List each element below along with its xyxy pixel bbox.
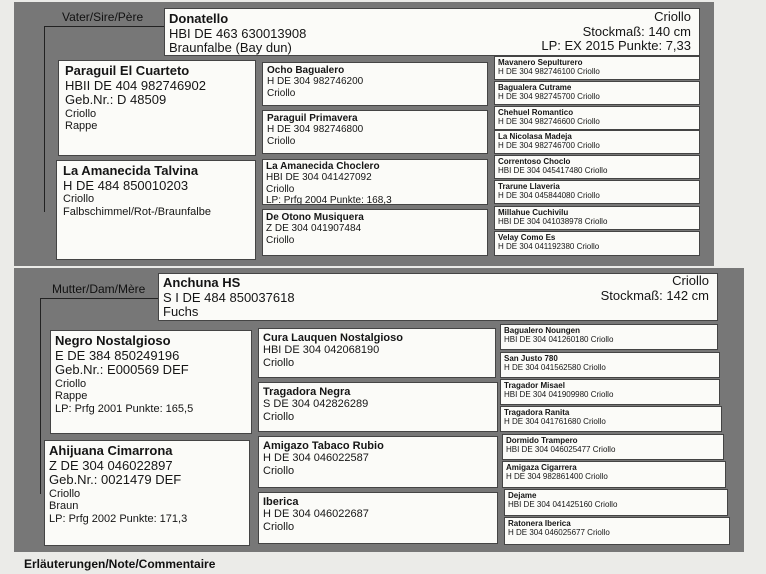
dam-gp-4-name: Iberica: [263, 496, 299, 508]
sire-ggp-1-reg: H DE 304 982746100 Criollo: [498, 67, 600, 77]
sire-breed: Criollo: [654, 9, 691, 24]
dam-gp-box-1: [258, 328, 496, 378]
dam-main-box: [158, 273, 718, 321]
sire-connector: [44, 26, 45, 212]
dam-ggp-box-6: [502, 461, 726, 488]
dam-father-box: [50, 330, 252, 434]
dam-ggp-4-reg: H DE 304 041761680 Criollo: [504, 417, 606, 427]
dam-ggp-box-8: [504, 517, 730, 545]
sire-ggp-3-name: Chehuel Romantico: [498, 108, 574, 117]
sire-gp-4-reg: Z DE 304 041907484: [266, 223, 362, 235]
sire-gp-3-reg: HBI DE 304 041427092: [266, 172, 372, 184]
sire-ggp-box-8: [494, 231, 700, 256]
dam-ggp-2-reg: H DE 304 041562580 Criollo: [504, 363, 606, 373]
dam-mother-box: [44, 440, 250, 546]
dam-ggp-5-name: Dormido Trampero: [506, 436, 578, 445]
sire-ggp-box-5: [494, 155, 700, 179]
dam-gp-box-2: [258, 382, 498, 432]
sire-ggp-3-reg: H DE 304 982746600 Criollo: [498, 117, 600, 127]
sire-ggp-7-reg: HBI DE 304 041038978 Criollo: [498, 217, 608, 227]
dam-ggp-8-reg: H DE 304 046025677 Criollo: [508, 528, 610, 538]
dam-ggp-8-name: Ratonera Iberica: [508, 519, 571, 528]
sire-ggp-5-name: Correntoso Choclo: [498, 157, 571, 166]
dam-mother-gebnr: Geb.Nr.: 0021479 DEF: [49, 472, 182, 488]
dam-mother-breed: Criollo: [49, 488, 81, 501]
dam-father-lp: LP: Prfg 2001 Punkte: 165,5: [55, 402, 194, 415]
comments-label: Erläuterungen/Note/Commentaire: [24, 557, 216, 571]
sire-ggp-box-6: [494, 180, 700, 204]
dam-gp-1-reg: HBI DE 304 042068190: [263, 344, 380, 357]
sire-height: Stockmaß: 140 cm: [582, 23, 691, 39]
sire-ggp-8-reg: H DE 304 041192380 Criollo: [498, 242, 600, 252]
dam-height: Stockmaß: 142 cm: [600, 287, 709, 303]
sire-gp-3-lp: LP: Prfg 2004 Punkte: 168,3: [266, 194, 392, 205]
dam-ggp-box-2: [500, 352, 720, 378]
sire-ggp-2-name: Bagualera Cutrame: [498, 83, 572, 92]
sire-father-name: Paraguil El Cuarteto: [65, 63, 190, 78]
dam-gp-3-name: Amigazo Tabaco Rubio: [263, 440, 384, 452]
dam-father-reg: E DE 384 850249196: [55, 347, 180, 363]
sire-mother-reg: H DE 484 850010203: [63, 177, 189, 193]
dam-ggp-4-name: Tragadora Ranita: [504, 408, 570, 417]
dam-ggp-box-5: [502, 434, 724, 460]
sire-section-label: Vater/Sire/Père: [62, 10, 144, 24]
sire-ggp-4-reg: H DE 304 982746700 Criollo: [498, 141, 600, 151]
sire-ggp-5-reg: HBI DE 304 045417480 Criollo: [498, 166, 608, 176]
dam-mother-color: Braun: [49, 500, 79, 513]
dam-ggp-6-name: Amigaza Cigarrera: [506, 463, 577, 472]
dam-gp-box-4: [258, 492, 498, 544]
dam-father-name: Negro Nostalgioso: [55, 333, 171, 348]
sire-ggp-1-name: Mavanero Sepulturero: [498, 58, 583, 67]
dam-gp-box-3: [258, 436, 498, 488]
sire-gp-2-breed: Criollo: [267, 135, 296, 147]
dam-father-gebnr: Geb.Nr.: E000569 DEF: [55, 362, 189, 378]
sire-gp-4-breed: Criollo: [266, 234, 295, 246]
sire-gp-3-name: La Amanecida Choclero: [266, 161, 380, 172]
sire-ggp-2-reg: H DE 304 982745700 Criollo: [498, 92, 600, 102]
dam-ggp-box-3: [500, 379, 720, 405]
sire-gp-1-breed: Criollo: [267, 87, 296, 99]
dam-ggp-6-reg: H DE 304 982861400 Criollo: [506, 472, 608, 482]
dam-ggp-1-name: Bagualero Noungen: [504, 326, 581, 335]
sire-gp-2-name: Paraguil Primavera: [267, 113, 358, 124]
sire-gp-1-name: Ocho Bagualero: [267, 65, 345, 76]
dam-ggp-box-7: [504, 489, 728, 516]
sire-color: Braunfalbe (Bay dun): [169, 40, 292, 56]
sire-father-box: [58, 60, 256, 156]
dam-breed: Criollo: [672, 273, 709, 288]
dam-ggp-box-1: [500, 324, 718, 350]
sire-ggp-7-name: Millahue Cuchivilu: [498, 208, 569, 217]
dam-ggp-box-4: [500, 406, 722, 432]
sire-ggp-8-name: Velay Como Es: [498, 233, 556, 242]
sire-connector-top: [44, 26, 164, 27]
dam-section-label: Mutter/Dam/Mère: [52, 282, 146, 296]
dam-ggp-3-name: Tragador Misael: [504, 381, 565, 390]
sire-mother-name: La Amanecida Talvina: [63, 163, 199, 178]
sire-main-box: [164, 8, 700, 56]
dam-mother-lp: LP: Prfg 2002 Punkte: 171,3: [49, 512, 188, 525]
sire-mother-color: Falbschimmel/Rot-/Braunfalbe: [63, 205, 211, 218]
dam-gp-2-reg: S DE 304 042826289: [263, 398, 369, 411]
sire-gp-2-reg: H DE 304 982746800: [267, 124, 364, 136]
sire-ggp-box-1: [494, 56, 700, 80]
dam-ggp-2-name: San Justo 780: [504, 354, 558, 363]
dam-gp-1-name: Cura Lauquen Nostalgioso: [263, 332, 403, 344]
dam-ggp-7-name: Dejame: [508, 491, 537, 500]
dam-gp-1-breed: Criollo: [263, 356, 295, 369]
dam-gp-3-breed: Criollo: [263, 464, 295, 477]
sire-ggp-box-2: [494, 81, 700, 105]
sire-gp-box-4: [262, 209, 488, 256]
dam-ggp-3-reg: HBI DE 304 041909980 Criollo: [504, 390, 614, 400]
dam-color: Fuchs: [163, 304, 199, 320]
dam-connector: [40, 298, 41, 494]
dam-ggp-7-reg: HBI DE 304 041425160 Criollo: [508, 500, 618, 510]
dam-gp-4-breed: Criollo: [263, 520, 295, 533]
sire-mother-breed: Criollo: [63, 193, 95, 206]
dam-gp-2-name: Tragadora Negra: [263, 386, 351, 398]
dam-gp-2-breed: Criollo: [263, 410, 295, 423]
sire-father-gebnr: Geb.Nr.: D 48509: [65, 92, 167, 108]
sire-ggp-6-reg: H DE 304 045844080 Criollo: [498, 191, 600, 201]
sire-father-reg: HBII DE 404 982746902: [65, 77, 206, 93]
sire-lp: LP: EX 2015 Punkte: 7,33: [541, 38, 691, 54]
dam-father-color: Rappe: [55, 390, 88, 403]
sire-gp-box-1: [262, 62, 488, 106]
sire-father-breed: Criollo: [65, 108, 97, 121]
sire-gp-box-2: [262, 110, 488, 154]
sire-ggp-box-7: [494, 206, 700, 230]
sire-ggp-4-name: La Nicolasa Madeja: [498, 132, 572, 141]
dam-connector-top: [40, 298, 158, 299]
sire-ggp-box-4: [494, 130, 700, 154]
sire-name: Donatello: [169, 11, 229, 26]
dam-gp-3-reg: H DE 304 046022587: [263, 452, 369, 465]
dam-mother-reg: Z DE 304 046022897: [49, 457, 173, 473]
dam-gp-4-reg: H DE 304 046022687: [263, 508, 369, 521]
sire-ggp-6-name: Trarune Llaveria: [498, 182, 560, 191]
dam-reg: S I DE 484 850037618: [163, 289, 295, 305]
dam-name: Anchuna HS: [163, 275, 241, 290]
sire-reg: HBI DE 463 630013908: [169, 25, 307, 41]
dam-ggp-5-reg: HBI DE 304 046025477 Criollo: [506, 445, 616, 455]
sire-mother-box: [56, 160, 256, 260]
sire-gp-4-name: De Otono Musiquera: [266, 212, 364, 223]
sire-father-color: Rappe: [65, 120, 98, 133]
sire-gp-3-breed: Criollo: [266, 183, 295, 195]
dam-father-breed: Criollo: [55, 378, 87, 391]
dam-ggp-1-reg: HBI DE 304 041260180 Criollo: [504, 335, 614, 345]
sire-gp-1-reg: H DE 304 982746200: [267, 76, 364, 88]
sire-ggp-box-3: [494, 106, 700, 130]
dam-mother-name: Ahijuana Cimarrona: [49, 443, 173, 458]
sire-gp-box-3: [262, 159, 488, 205]
